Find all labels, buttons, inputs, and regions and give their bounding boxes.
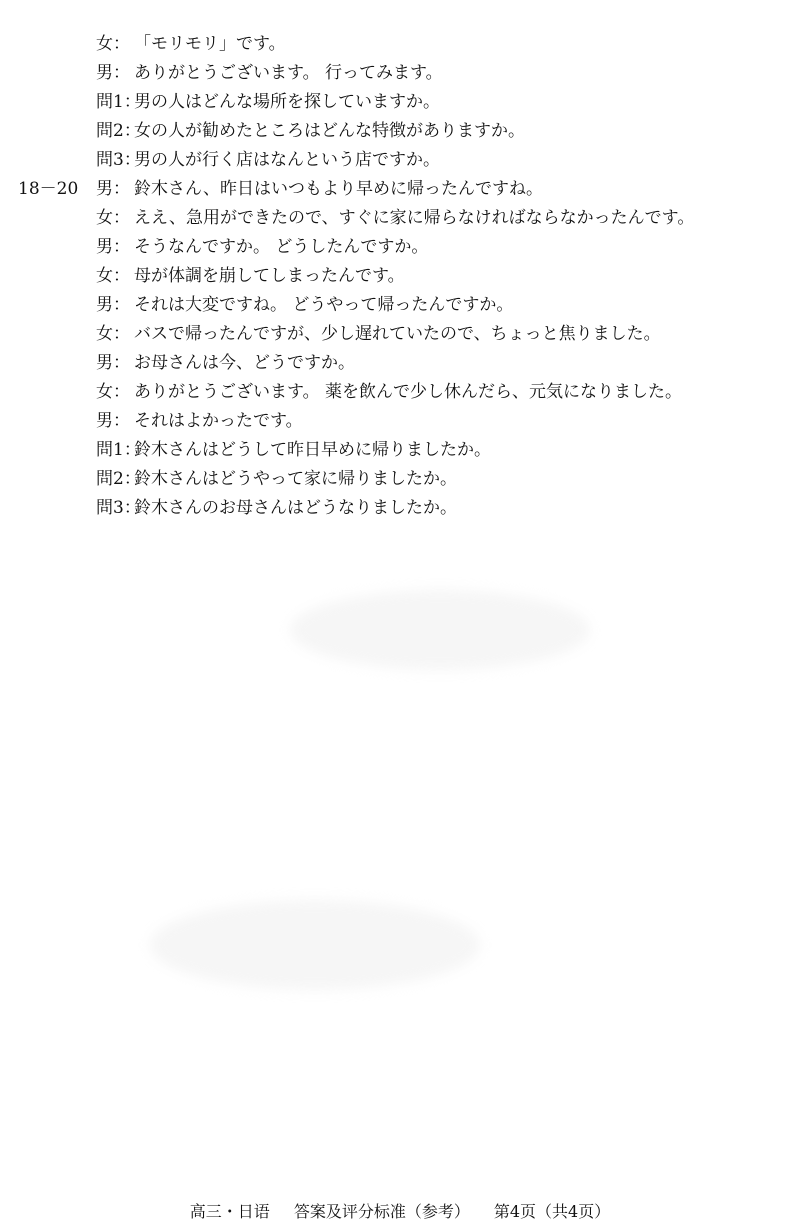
transcript-line [0, 494, 800, 523]
speaker-label: 女： [96, 382, 130, 402]
speaker-label: 問2： [96, 469, 141, 489]
line-text: 男の人はどんな場所を探していますか。 [134, 92, 440, 112]
line-text: 母が体調を崩してしまったんです。 [134, 266, 405, 286]
transcript-line [0, 117, 800, 146]
scan-smudge [150, 900, 480, 990]
speaker-label: 問1： [96, 440, 141, 460]
footer-page-number: 第4页（共4页） [493, 1202, 611, 1221]
transcript-line [0, 349, 800, 378]
transcript-line [0, 204, 800, 233]
question-number: 18－20 [18, 179, 79, 199]
line-text: 鈴木さん、昨日はいつもより早めに帰ったんですね。 [134, 179, 544, 199]
speaker-label: 男： [96, 353, 130, 373]
scan-smudge [290, 590, 590, 670]
page-footer [0, 1200, 800, 1224]
speaker-label: 男： [96, 179, 130, 199]
speaker-label: 女： [96, 266, 130, 286]
transcript-line [0, 320, 800, 349]
speaker-label: 男： [96, 237, 130, 257]
line-text: ええ、急用ができたので、すぐに家に帰らなければならなかったんです。 [134, 208, 695, 228]
speaker-label: 問3： [96, 150, 141, 170]
transcript-line [0, 233, 800, 262]
speaker-label: 女： [96, 208, 130, 228]
line-text: それはよかったです。 [134, 411, 303, 431]
transcript-line [0, 262, 800, 291]
speaker-label: 男： [96, 411, 130, 431]
speaker-label: 女： [96, 324, 130, 344]
line-text: 「モリモリ」です。 [134, 34, 286, 54]
transcript-line [0, 59, 800, 88]
transcript-line [0, 175, 800, 204]
transcript-line [0, 291, 800, 320]
line-text: 鈴木さんはどうして昨日早めに帰りましたか。 [134, 440, 491, 460]
transcript-line [0, 146, 800, 175]
line-text: それは大変ですね。 どうやって帰ったんですか。 [134, 295, 514, 315]
line-text: お母さんは今、どうですか。 [134, 353, 355, 373]
speaker-label: 問3： [96, 498, 141, 518]
speaker-label: 男： [96, 63, 130, 83]
line-text: 女の人が勧めたところはどんな特徴がありますか。 [134, 121, 525, 141]
transcript-line [0, 378, 800, 407]
footer-title: 答案及评分标准（参考） [293, 1202, 470, 1221]
transcript-line [0, 436, 800, 465]
speaker-label: 問1： [96, 92, 141, 112]
line-text: ありがとうございます。 薬を飲んで少し休んだら、元気になりました。 [134, 382, 683, 402]
transcript [0, 30, 800, 523]
transcript-line [0, 88, 800, 117]
line-text: 鈴木さんのお母さんはどうなりましたか。 [134, 498, 457, 518]
line-text: 男の人が行く店はなんという店ですか。 [134, 150, 440, 170]
line-text: そうなんですか。 どうしたんですか。 [134, 237, 429, 257]
transcript-line [0, 407, 800, 436]
transcript-line [0, 465, 800, 494]
line-text: 鈴木さんはどうやって家に帰りましたか。 [134, 469, 457, 489]
line-text: ありがとうございます。 行ってみます。 [134, 63, 443, 83]
speaker-label: 女： [96, 34, 130, 54]
line-text: バスで帰ったんですが、少し遅れていたので、ちょっと焦りました。 [134, 324, 661, 344]
footer-subject: 高三・日语 [189, 1202, 270, 1221]
speaker-label: 問2： [96, 121, 141, 141]
transcript-line [0, 30, 800, 59]
speaker-label: 男： [96, 295, 130, 315]
